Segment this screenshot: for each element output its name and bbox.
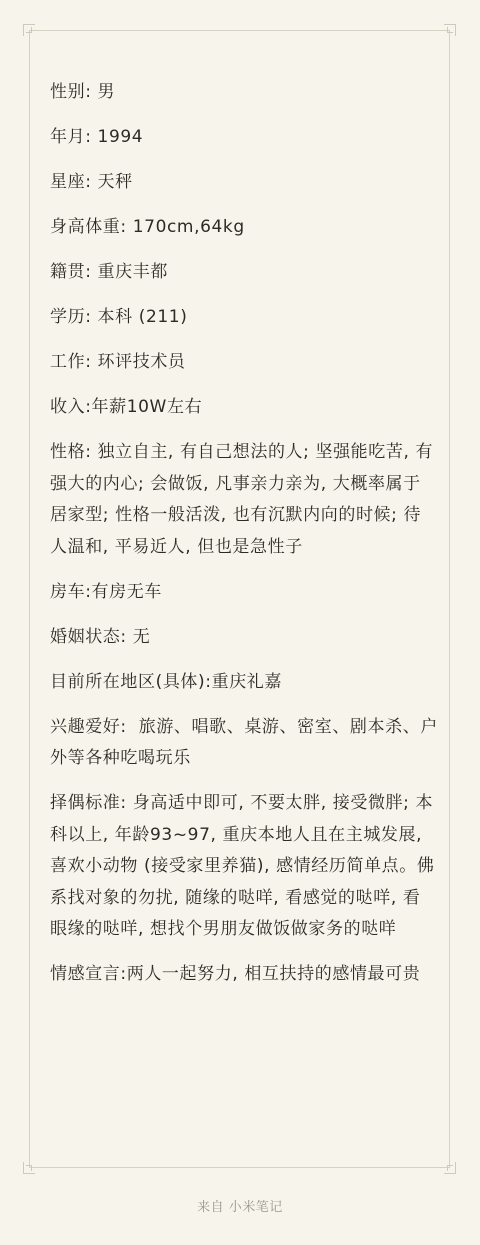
frame-corner-ornament (23, 24, 35, 36)
note-line-job: 工作: 环评技术员 (50, 352, 186, 372)
note-line-hobbies: 兴趣爱好: 旅游、唱歌、桌游、密室、剧本杀、户外等各种吃喝玩乐 (50, 716, 438, 768)
frame-corner-ornament (444, 24, 456, 36)
note-line-marital-status: 婚姻状态: 无 (50, 626, 151, 647)
footer-source-label: 来自 小米笔记 (197, 1200, 283, 1215)
note-line-hometown: 籍贯: 重庆丰都 (50, 262, 168, 282)
frame-corner-ornament (444, 1162, 456, 1174)
note-line-birth-year: 年月: 1994 (50, 127, 144, 147)
note-line-declaration: 情感宣言:两人一起努力, 相互扶持的感情最可贵 (50, 964, 421, 984)
note-line-income: 收入:年薪10W左右 (50, 397, 203, 417)
note-line-gender: 性别: 男 (50, 82, 116, 102)
note-line-location: 目前所在地区(具体):重庆礼嘉 (50, 671, 282, 692)
frame-corner-ornament (23, 1162, 35, 1174)
note-line-education: 学历: 本科 (211) (50, 307, 188, 327)
note-line-house-car: 房车:有房无车 (50, 581, 162, 602)
note-line-zodiac: 星座: 天秤 (50, 172, 133, 192)
note-line-personality: 性格: 独立自主, 有自己想法的人; 坚强能吃苦, 有强大的内心; 会做饭, 凡事亲力亲为, 大概率属于居家型; 性格一般活泼, 也有沉默内向的时候; 待人温和, 平易近人, 但也是急性子 (50, 442, 434, 557)
note-line-partner-criteria: 择偶标准: 身高适中即可, 不要太胖, 接受微胖; 本科以上, 年龄93~97, 重庆本地人且在主城发展, 喜欢小动物 (接受家里养猫), 感情经历简单点。佛系找对象的勿扰, 随缘的哒咩, 看感觉的哒咩, 看眼缘的哒咩, 想找个男朋友做饭做家务的哒咩 (50, 793, 435, 939)
note-content (50, 77, 438, 1004)
note-line-height-weight: 身高体重: 170cm,64kg (50, 217, 245, 237)
